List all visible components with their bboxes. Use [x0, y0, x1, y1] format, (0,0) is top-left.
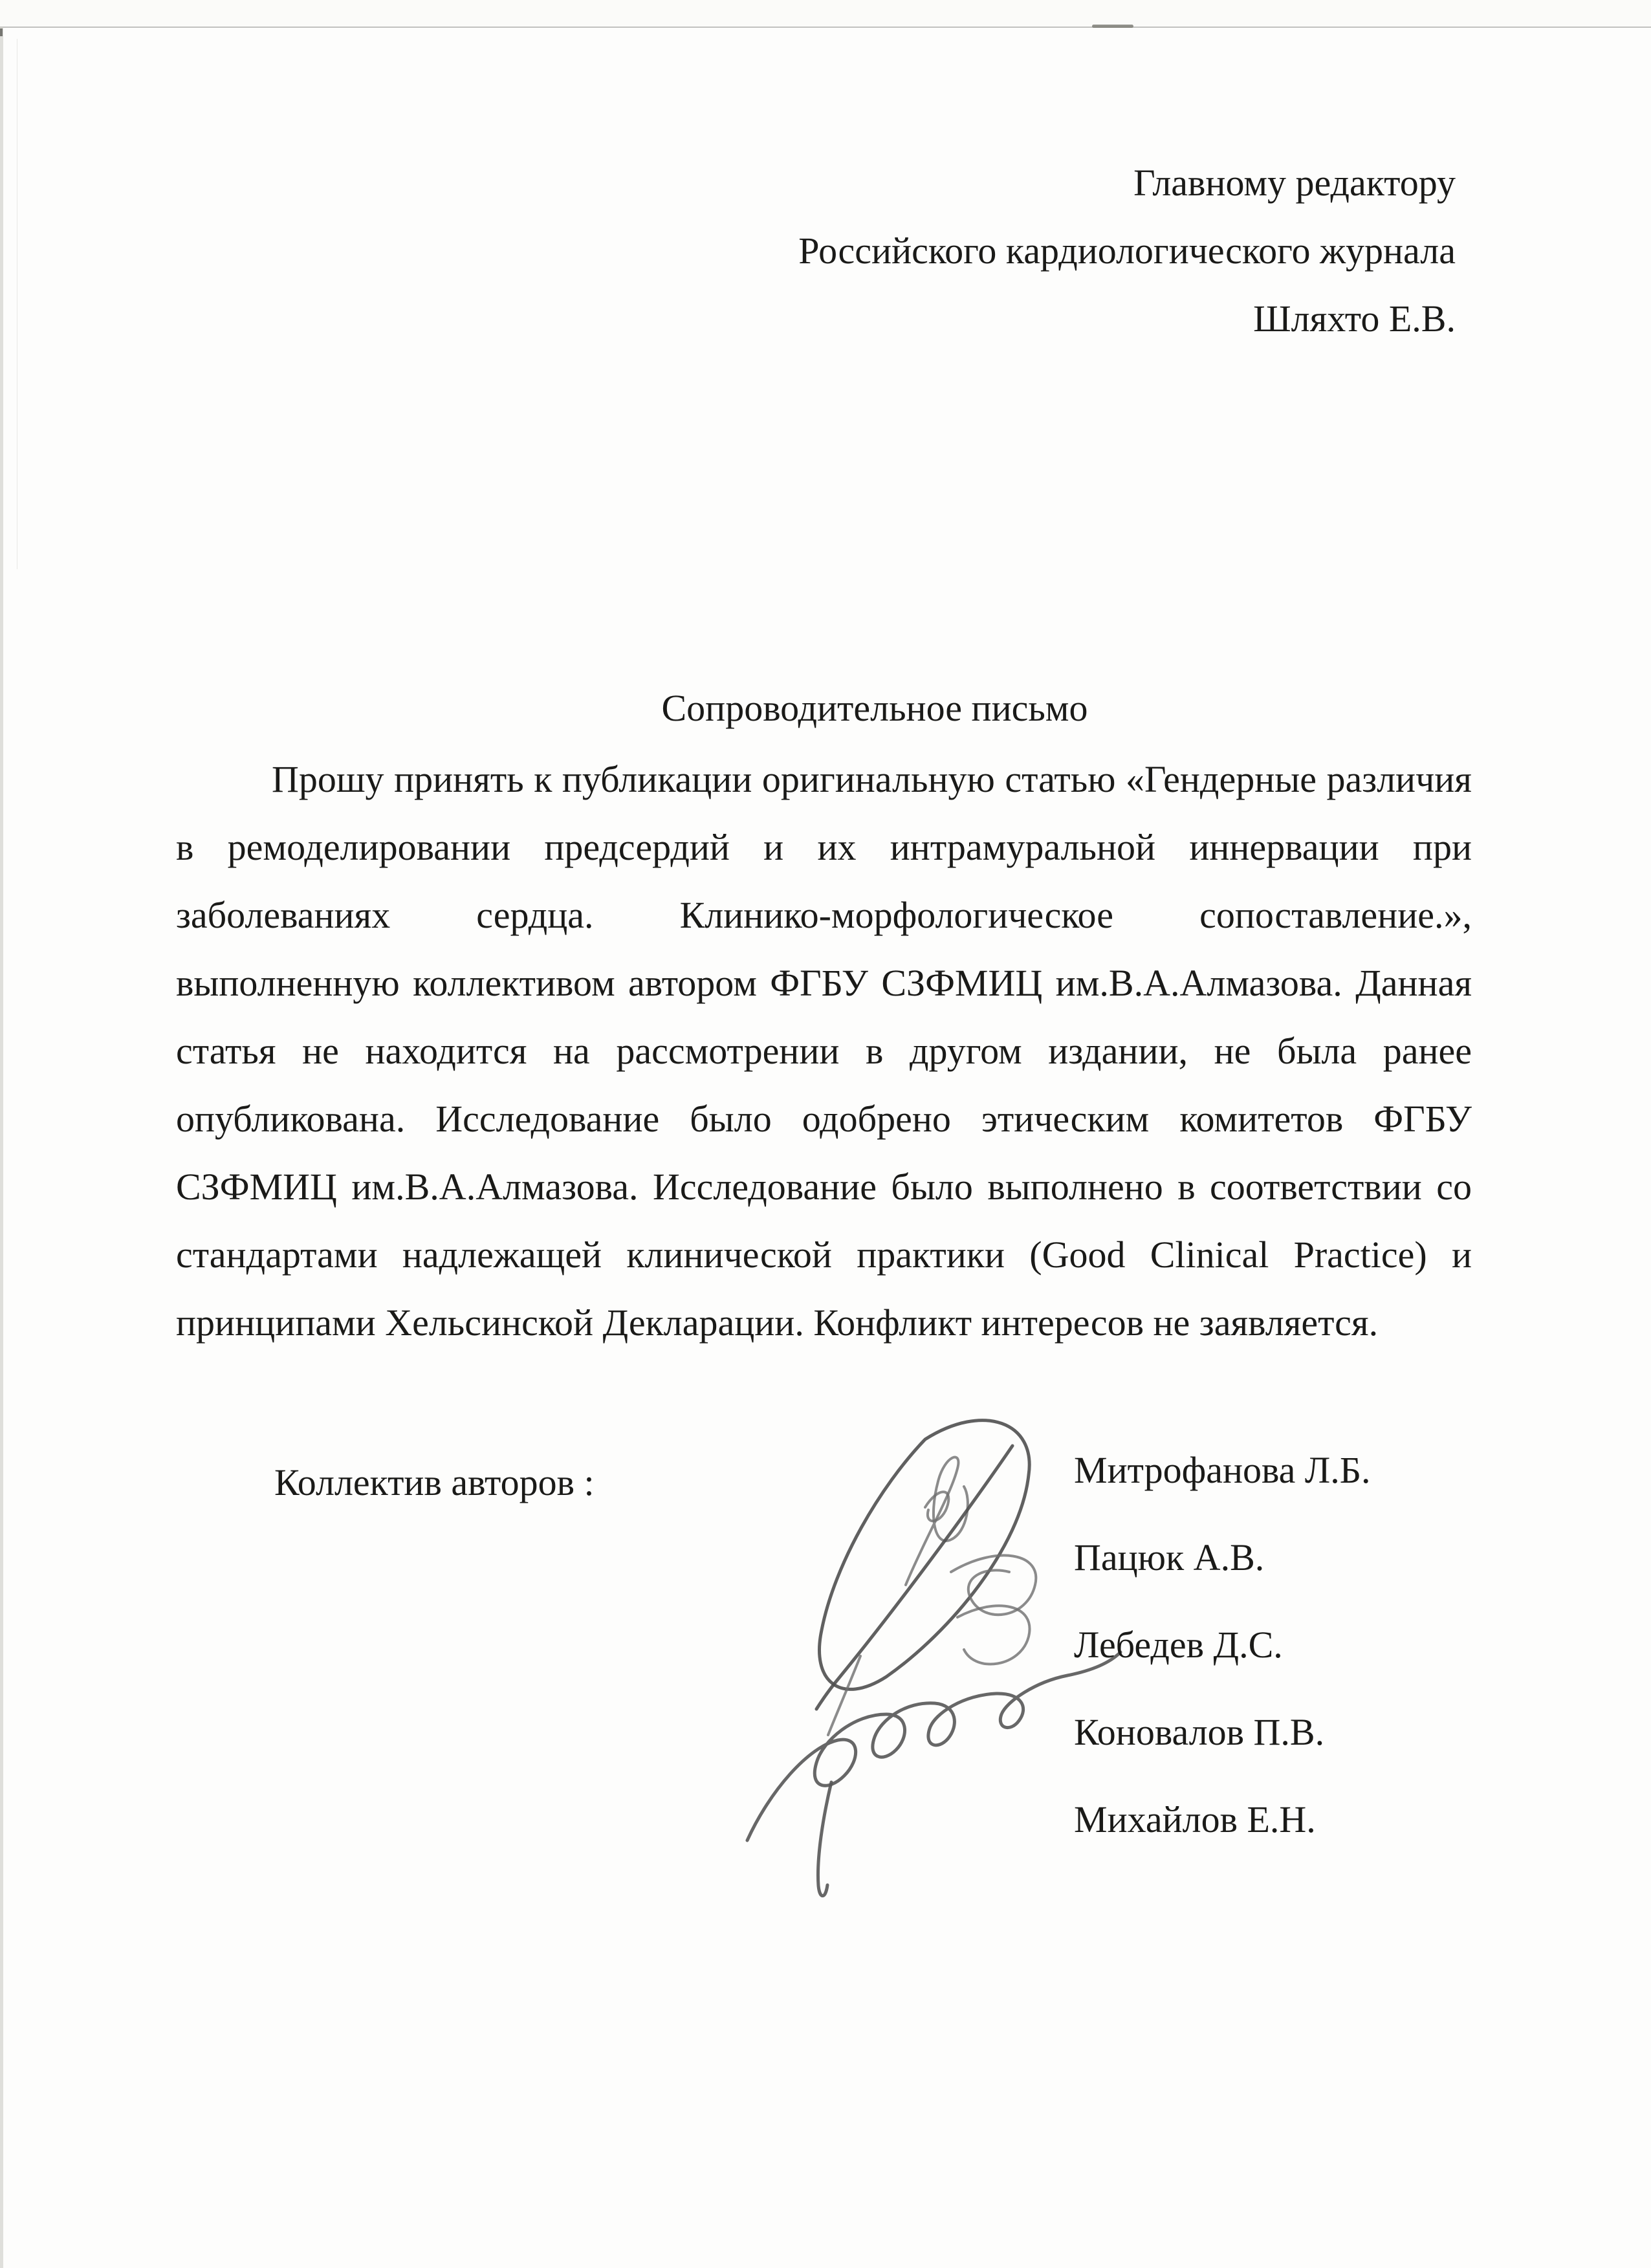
letter-title: Сопроводительное письмо	[661, 687, 1088, 729]
body-line: принципами Хельсинской Декларации. Конфликт интересов не заявляется.	[176, 1302, 1379, 1344]
scan-edge-band	[0, 0, 1651, 27]
author-name: Митрофанова Л.Б.	[1074, 1449, 1371, 1491]
scan-left-edge-shadow	[0, 27, 3, 2268]
recipient-block	[798, 149, 1456, 353]
recipient-line: Российского кардиологического журнала	[798, 230, 1456, 272]
body-line: заболеваниях сердца. Клинико-морфологическое сопоставление.»,	[176, 894, 1472, 936]
authors-label: Коллектив авторов :	[274, 1461, 595, 1503]
body-line: выполненную коллективом автором ФГБУ СЗФМИЦ им.В.А.Алмазова. Данная	[176, 962, 1472, 1004]
body-line: статья не находится на рассмотрении в другом издании, не была ранее	[176, 1030, 1472, 1072]
scan-left-edge-mark	[0, 28, 3, 36]
authors-list	[1074, 1426, 1371, 1863]
recipient-line: Шляхто Е.В.	[1253, 298, 1456, 340]
scan-edge-smudge	[1092, 25, 1133, 28]
author-name: Коновалов П.В.	[1074, 1711, 1325, 1753]
body-line: стандартами надлежащей клинической практики (Good Clinical Practice) и	[176, 1234, 1472, 1276]
recipient-line: Главному редактору	[1133, 162, 1456, 204]
author-name: Пацюк А.В.	[1074, 1536, 1265, 1578]
body-line: опубликована. Исследование было одобрено этическим комитетов ФГБУ	[176, 1098, 1472, 1140]
letter-body	[176, 745, 1472, 1357]
scan-edge-line	[0, 27, 1651, 28]
body-line: Прошу принять к публикации оригинальную статью «Гендерные различия	[272, 758, 1472, 800]
author-name: Михайлов Е.Н.	[1074, 1798, 1316, 1840]
body-line: в ремоделировании предсердий и их интрамуральной иннервации при	[176, 826, 1472, 868]
author-name: Лебедев Д.С.	[1074, 1624, 1283, 1666]
body-line: СЗФМИЦ им.В.А.Алмазова. Исследование было выполнено в соответствии со	[176, 1166, 1472, 1208]
